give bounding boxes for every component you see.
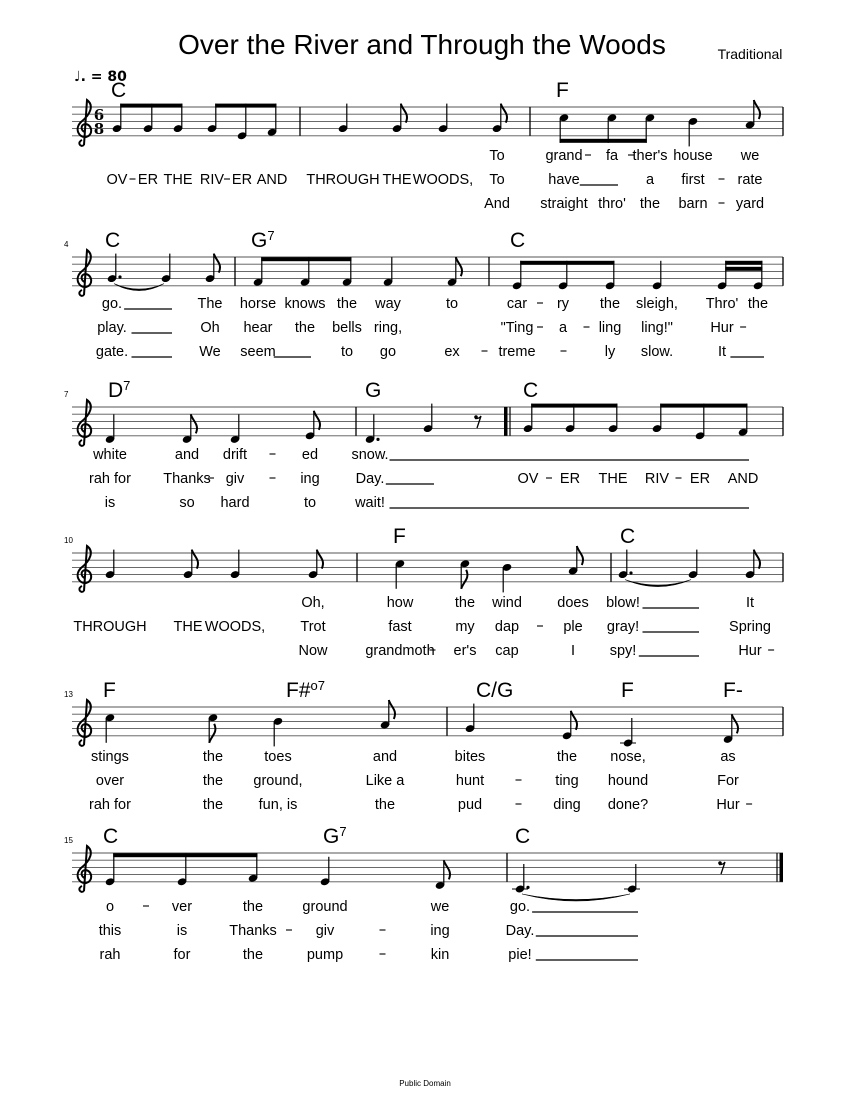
- lyric-syllable: THROUGH: [73, 619, 147, 635]
- lyric-syllable: grandmoth: [365, 643, 435, 659]
- staff-system: [64, 378, 783, 511]
- note: [365, 414, 380, 444]
- chord-symbol: [323, 824, 347, 848]
- lyric-syllable: is: [176, 923, 188, 939]
- lyric-syllable: the: [747, 296, 769, 312]
- lyric-syllable: ER: [137, 172, 159, 188]
- flag: [461, 570, 467, 589]
- flag: [192, 550, 198, 569]
- note: [512, 864, 530, 894]
- lyric-syllable: play.: [97, 320, 127, 336]
- note: [207, 104, 218, 134]
- lyric-syllable: It: [717, 344, 727, 360]
- chord-root: F#: [286, 679, 311, 702]
- lyric-syllable: pud: [457, 797, 483, 813]
- note: [695, 404, 706, 441]
- lyric-syllable: the: [202, 773, 224, 789]
- chord-root: G: [365, 379, 382, 402]
- note: [248, 853, 259, 883]
- lyric-syllable: ground: [302, 899, 348, 915]
- chord-symbol: [723, 679, 743, 702]
- flag: [754, 100, 760, 119]
- chord-extension: 7: [123, 378, 131, 393]
- lyric-syllable: the: [599, 296, 621, 312]
- chord-symbol: [510, 229, 525, 252]
- lyric-syllable: car: [506, 296, 528, 312]
- staff-system: [64, 824, 783, 963]
- lyric-syllable: ed: [301, 447, 319, 463]
- lyric-syllable: ing: [300, 471, 320, 487]
- lyric-syllable: Oh: [200, 320, 220, 336]
- lyric-syllable: ting: [555, 773, 579, 789]
- flag: [389, 700, 395, 719]
- note: [383, 257, 394, 287]
- lyric-syllable: grand: [545, 148, 583, 164]
- note: [565, 404, 576, 434]
- chord-symbol: [393, 525, 406, 548]
- lyric-syllable: THE: [163, 172, 193, 188]
- lyric-syllable: knows: [284, 296, 326, 312]
- lyric-syllable: go.: [101, 296, 123, 312]
- lyric-syllable: THE: [598, 471, 628, 487]
- note: [558, 261, 569, 291]
- beam: [725, 267, 762, 271]
- lyric-syllable: slow.: [640, 344, 674, 360]
- lyric-syllable: nose,: [610, 749, 646, 765]
- lyric-syllable: WOODS,: [204, 619, 266, 635]
- note: [105, 713, 116, 743]
- measure-number: 13: [64, 690, 73, 699]
- lyric-syllable: To: [489, 172, 505, 188]
- note: [273, 717, 284, 747]
- note: [161, 254, 172, 284]
- flag: [401, 104, 407, 123]
- lyric-syllable: hunt: [455, 773, 485, 789]
- staff-system: [64, 228, 783, 360]
- lyric-syllable: ER: [689, 471, 711, 487]
- flag: [317, 550, 323, 569]
- lyric-syllable: dap: [494, 619, 520, 635]
- augmentation-dot: [376, 438, 379, 441]
- lyric-syllable: We: [199, 344, 221, 360]
- note: [745, 100, 760, 130]
- lyric-syllable: Like a: [365, 773, 405, 789]
- chord-symbol: [111, 79, 126, 102]
- tie: [114, 284, 164, 291]
- lyric-syllable: "Ting: [500, 320, 534, 336]
- lyric-syllable: my: [455, 619, 475, 635]
- beam: [725, 261, 762, 265]
- lyric-syllable: rah: [99, 947, 121, 963]
- note: [688, 550, 699, 580]
- lyric-syllable: Thanks: [229, 923, 277, 939]
- chord-symbol: [365, 379, 381, 402]
- note: [173, 104, 184, 134]
- flag: [571, 711, 577, 730]
- lyric-syllable: a: [645, 172, 655, 188]
- note: [182, 414, 197, 444]
- footer-license: Public Domain: [399, 1079, 451, 1088]
- lyric-syllable: ling: [598, 320, 622, 336]
- lyric-syllable: I: [570, 643, 576, 659]
- lyric-syllable: ding: [553, 797, 581, 813]
- note: [502, 563, 513, 593]
- lyric-syllable: giv: [225, 471, 245, 487]
- chord-symbol: [286, 678, 325, 702]
- beam: [261, 257, 351, 261]
- chord-root: C: [620, 525, 636, 548]
- lyric-syllable: barn: [678, 196, 708, 212]
- lyric-syllable: the: [454, 595, 476, 611]
- note: [465, 704, 476, 734]
- chord-symbol: [556, 79, 569, 102]
- lyric-syllable: over: [95, 773, 125, 789]
- time-signature-numerator: 6: [93, 106, 105, 124]
- chord-symbol: [105, 229, 120, 252]
- lyric-syllable: ex: [444, 344, 460, 360]
- lyric-syllable: the: [556, 749, 578, 765]
- lyric-syllable: and: [174, 447, 200, 463]
- note: [320, 857, 331, 887]
- chord-extension: 7: [267, 228, 275, 243]
- note: [753, 261, 764, 291]
- lyric-syllable: ver: [171, 899, 193, 915]
- lyric-syllable: It: [745, 595, 755, 611]
- note: [645, 113, 656, 143]
- double-barline: [504, 407, 508, 436]
- note: [559, 113, 570, 143]
- lyric-syllable: RIV: [199, 172, 225, 188]
- lyric-syllable: ER: [231, 172, 253, 188]
- lyric-syllable: THROUGH: [306, 172, 380, 188]
- lyric-syllable: giv: [315, 923, 335, 939]
- lyric-syllable: so: [179, 495, 195, 511]
- lyric-syllable: Thro': [705, 296, 739, 312]
- lyric-syllable: Now: [298, 643, 328, 659]
- lyric-syllable: the: [336, 296, 358, 312]
- chord-symbol: [103, 679, 116, 702]
- flag: [732, 714, 738, 733]
- note: [105, 414, 116, 444]
- augmentation-dot: [629, 571, 632, 574]
- lyric-syllable: fast: [388, 619, 412, 635]
- lyric-syllable: and: [372, 749, 398, 765]
- lyric-syllable: AND: [727, 471, 759, 487]
- lyric-syllable: first: [681, 172, 705, 188]
- lyric-syllable: to: [340, 344, 354, 360]
- note: [717, 261, 728, 291]
- lyric-syllable: gray!: [606, 619, 640, 635]
- lyric-syllable: OV: [106, 172, 128, 188]
- note: [438, 104, 449, 134]
- lyric-syllable: wind: [492, 595, 522, 611]
- chord-extension: o7: [310, 678, 325, 693]
- measure-number: 15: [64, 836, 73, 845]
- lyric-syllable: seem: [240, 344, 276, 360]
- note: [607, 113, 618, 143]
- lyric-syllable: THE: [173, 619, 203, 635]
- lyric-syllable: horse: [239, 296, 277, 312]
- lyric-syllable: o: [105, 899, 115, 915]
- note: [652, 261, 663, 291]
- chord-symbol: [476, 679, 513, 702]
- flag: [214, 254, 220, 273]
- lyric-syllable: Day.: [355, 471, 385, 487]
- lyric-syllable: blow!: [606, 595, 640, 611]
- lyric-syllable: cap: [495, 643, 519, 659]
- chord-symbol: [108, 378, 130, 402]
- note: [447, 257, 462, 287]
- lyric-syllable: how: [386, 595, 414, 611]
- lyric-syllable: Spring: [729, 619, 771, 635]
- lyric-syllable: spy!: [609, 643, 637, 659]
- flag: [456, 257, 462, 276]
- note: [342, 257, 353, 287]
- note: [435, 860, 450, 890]
- lyric-syllable: stings: [91, 749, 129, 765]
- note: [460, 559, 471, 589]
- lyric-syllable: the: [202, 749, 224, 765]
- lyric-syllable: Hur: [710, 320, 734, 336]
- lyric-syllable: sleigh,: [636, 296, 678, 312]
- note: [300, 257, 311, 287]
- chord-root: F-: [723, 679, 743, 702]
- note: [568, 546, 583, 576]
- note: [112, 104, 123, 134]
- chord-symbol: [251, 228, 275, 252]
- chord-root: C: [105, 229, 121, 252]
- note: [652, 404, 663, 434]
- lyric-syllable: the: [202, 797, 224, 813]
- tie: [522, 894, 630, 901]
- flag: [209, 724, 215, 743]
- lyric-syllable: ple: [563, 619, 583, 635]
- note: [338, 104, 349, 134]
- chord-root: C/G: [476, 679, 514, 702]
- staff-system: [64, 525, 783, 659]
- flag: [314, 411, 320, 430]
- lyric-syllable: ER: [559, 471, 581, 487]
- staff-system: [72, 79, 783, 212]
- staff-system: [64, 678, 783, 813]
- lyric-syllable: The: [197, 296, 223, 312]
- note: [105, 853, 116, 886]
- lyric-syllable: the: [639, 196, 661, 212]
- chord-root: C: [523, 379, 539, 402]
- augmentation-dot: [526, 886, 529, 889]
- lyric-syllable: white: [93, 447, 127, 463]
- lyric-syllable: Thanks: [163, 471, 211, 487]
- flag: [444, 860, 450, 879]
- lyric-syllable: For: [717, 773, 739, 789]
- chord-symbol: [620, 525, 635, 548]
- chord-root: G: [323, 825, 340, 848]
- note: [267, 104, 278, 137]
- lyric-syllable: bites: [454, 749, 486, 765]
- note: [143, 104, 154, 134]
- lyric-syllable: have: [548, 172, 580, 188]
- lyric-syllable: to: [303, 495, 317, 511]
- lyric-syllable: this: [98, 923, 122, 939]
- note: [523, 404, 534, 434]
- note: [380, 700, 395, 730]
- note: [177, 853, 188, 886]
- note: [723, 714, 738, 744]
- chord-root: C: [111, 79, 127, 102]
- lyric-syllable: ground,: [253, 773, 303, 789]
- lyric-syllable: house: [673, 148, 713, 164]
- chord-root: F: [621, 679, 634, 702]
- lyric-syllable: pump: [306, 947, 344, 963]
- note: [624, 864, 640, 894]
- note: [230, 414, 241, 444]
- lyric-syllable: fun, is: [258, 797, 298, 813]
- note: [253, 257, 264, 287]
- lyric-syllable: the: [242, 947, 264, 963]
- chord-root: G: [251, 229, 268, 252]
- chord-root: F: [556, 79, 569, 102]
- time-signature-denominator: 8: [93, 120, 105, 138]
- measure-number: 10: [64, 536, 73, 545]
- chord-root: F: [393, 525, 406, 548]
- note: [423, 404, 434, 434]
- tempo-marking: ♩. = 80: [74, 69, 127, 85]
- lyric-syllable: we: [740, 148, 760, 164]
- measure-number: 7: [64, 390, 69, 399]
- flag: [754, 550, 760, 569]
- beam: [560, 139, 647, 143]
- lyric-syllable: way: [375, 296, 401, 312]
- note: [512, 261, 523, 291]
- lyric-syllable: to: [445, 296, 459, 312]
- lyric-syllable: OV: [517, 471, 539, 487]
- lyric-syllable: rah for: [89, 471, 131, 487]
- lyric-syllable: WOODS,: [412, 172, 474, 188]
- lyric-syllable: straight: [540, 196, 588, 212]
- lyric-syllable: Day.: [505, 923, 535, 939]
- note: [230, 550, 241, 580]
- lyric-syllable: thro': [598, 196, 626, 212]
- lyric-syllable: kin: [430, 947, 450, 963]
- lyric-syllable: a: [558, 320, 568, 336]
- lyric-syllable: as: [720, 749, 736, 765]
- song-title: Over the River and Through the Woods: [178, 29, 666, 60]
- chord-symbol: [515, 825, 530, 848]
- note: [688, 117, 699, 147]
- lyric-syllable: treme: [498, 344, 536, 360]
- lyric-syllable: we: [430, 899, 450, 915]
- lyric-syllable: drift: [222, 447, 248, 463]
- lyric-syllable: done?: [607, 797, 649, 813]
- lyric-syllable: hear: [243, 320, 273, 336]
- tie: [625, 580, 691, 587]
- lyric-syllable: ther's: [632, 148, 668, 164]
- lyric-syllable: the: [374, 797, 396, 813]
- lyric-syllable: the: [294, 320, 316, 336]
- chord-symbol: [523, 379, 538, 402]
- lyric-syllable: gate.: [95, 344, 129, 360]
- lyric-syllable: is: [104, 495, 116, 511]
- lyric-syllable: AND: [256, 172, 288, 188]
- lyric-syllable: And: [484, 196, 510, 212]
- note: [208, 713, 219, 743]
- chord-root: C: [515, 825, 531, 848]
- chord-root: C: [510, 229, 526, 252]
- measure-number: 4: [64, 240, 69, 249]
- lyric-syllable: the: [242, 899, 264, 915]
- lyric-syllable: yard: [735, 196, 765, 212]
- lyric-syllable: Hur: [716, 797, 740, 813]
- lyric-syllable: er's: [453, 643, 477, 659]
- note: [608, 404, 619, 434]
- lyric-syllable: Trot: [300, 619, 326, 635]
- flag: [191, 414, 197, 433]
- lyric-syllable: ly: [604, 344, 616, 360]
- lyric-syllable: hard: [220, 495, 250, 511]
- lyric-syllable: THE: [382, 172, 412, 188]
- lyric-syllable: for: [173, 947, 191, 963]
- lyric-syllable: RIV: [644, 471, 670, 487]
- chord-extension: 7: [339, 824, 347, 839]
- lyric-syllable: ing: [430, 923, 450, 939]
- lyric-syllable: toes: [264, 749, 292, 765]
- lyric-syllable: go.: [509, 899, 531, 915]
- lyric-syllable: Oh,: [301, 595, 325, 611]
- lyric-syllable: rate: [737, 172, 763, 188]
- note: [620, 718, 636, 748]
- lyric-syllable: ling!": [641, 320, 673, 336]
- flag: [501, 104, 507, 123]
- lyric-syllable: hound: [607, 773, 649, 789]
- lyric-syllable: bells: [332, 320, 362, 336]
- chord-root: C: [103, 825, 119, 848]
- lyric-syllable: Hur: [738, 643, 762, 659]
- composer: Traditional: [717, 46, 783, 62]
- lyric-syllable: pie!: [508, 947, 532, 963]
- chord-root: D: [108, 379, 124, 402]
- chord-symbol: [621, 679, 634, 702]
- note: [237, 104, 248, 141]
- lyric-syllable: ring,: [373, 320, 403, 336]
- lyric-syllable: ry: [556, 296, 570, 312]
- lyric-syllable: To: [489, 148, 505, 164]
- lyric-syllable: snow.: [351, 447, 389, 463]
- flag: [577, 546, 583, 565]
- lyric-syllable: wait!: [355, 495, 385, 511]
- note: [395, 559, 406, 589]
- chord-symbol: [103, 825, 118, 848]
- note: [105, 550, 116, 580]
- chord-root: F: [103, 679, 116, 702]
- note: [738, 404, 749, 437]
- lyric-syllable: rah for: [89, 797, 131, 813]
- lyric-syllable: fa: [605, 148, 619, 164]
- lyric-syllable: go: [379, 344, 397, 360]
- augmentation-dot: [118, 275, 121, 278]
- note: [605, 261, 616, 291]
- lyric-syllable: does: [557, 595, 589, 611]
